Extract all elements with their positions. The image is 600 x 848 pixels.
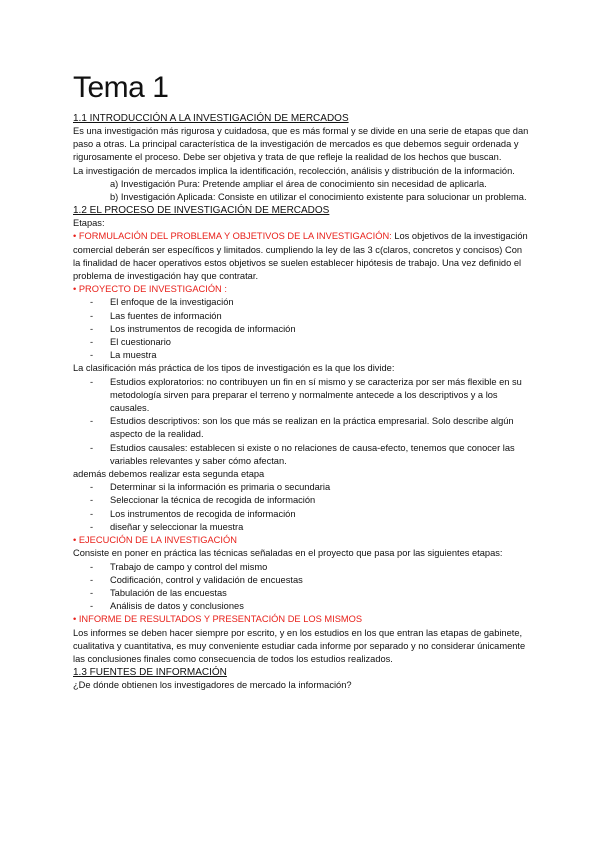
list-item-a: a) Investigación Pura: Pretende ampliar el área de conocimiento sin necesidad de aplicarla. [110, 178, 487, 189]
list-item: - Determinar si la información es primaria o secundaria [90, 482, 331, 493]
stage-3-text: Consiste en poner en práctica las técnicas señaladas en el proyecto que pasa por las siguientes etapas: [73, 548, 503, 559]
list-item: - Estudios exploratorios: no contribuyen un fin en sí mismo y se caracteriza por ser más flexible en su metodología sirven para preparar el terreno y normalmente antecede a los descriptivos y a los causales. [90, 376, 522, 414]
stage-3-list [73, 561, 531, 614]
stage-4-text: Los informes se deben hacer siempre por escrito, y en los estudios en los que entran las etapas de gabinete, cualitativa y cuantitativa, es muy conveniente estudiar cada informe por separado y no considerar únicamente las conclusiones finales como consecuencia de todos los estudios realizados. [73, 627, 526, 664]
paragraph: Es una investigación más rigurosa y cuidadosa, que es más formal y se divide en una serie de etapas que dan paso a otras. La principal característica de la investigación de mercados es que debemos seguir ordenada y rigurosamente el proceso. Debe ser objetiva y trata de que refleje la realidad de los hechos que buscan. [73, 126, 529, 163]
list-item: - El cuestionario [90, 337, 171, 348]
document-body [73, 70, 531, 692]
list-item: - Tabulación de las encuestas [90, 587, 227, 598]
stage-1-title: • FORMULACIÓN DEL PROBLEMA Y OBJETIVOS DE LA INVESTIGACIÓN: [73, 231, 392, 242]
etapas-label: Etapas: [73, 218, 105, 229]
list-item: - Los instrumentos de recogida de información [90, 323, 296, 334]
stage-1-text: Los objetivos de la investigación comercial deberán ser específicos y limitados. cumpliendo la ley de las 3 c(claros, concretos y concisos) Con la finalidad de hacer operativos estos objetivos se suelen establecer hipótesis de trabajo. Una vez definido el problema de investigación hay que contratar. [73, 231, 528, 282]
classification-intro: La clasificación más práctica de los tipos de investigación es la que los divide: [73, 363, 395, 374]
list-item: - Seleccionar la técnica de recogida de información [90, 495, 316, 506]
question-text: ¿De dónde obtienen los investigadores de mercado la información? [73, 680, 352, 691]
stage-4-title: • INFORME DE RESULTADOS Y PRESENTACIÓN DE LOS MISMOS [73, 614, 363, 625]
section-heading-1-3: 1.3 FUENTES DE INFORMACIÓN [73, 667, 227, 679]
stage-3-title: • EJECUCIÓN DE LA INVESTIGACIÓN [73, 535, 237, 546]
list-item: - Estudios descriptivos: son los que más se realizan en la práctica empresarial. Solo describe algún aspecto de la realidad. [90, 416, 514, 440]
list-item: - Estudios causales: establecen si existe o no relaciones de causa-efecto, tenemos que conocer las variables relevantes y saber cómo afectan. [90, 442, 515, 466]
list-item: - Codificación, control y validación de encuestas [90, 574, 303, 585]
list-item-b: b) Investigación Aplicada: Consiste en utilizar el conocimiento existente para solucionar un problema. [110, 192, 527, 203]
page-title: Tema 1 [73, 71, 169, 104]
classification-list [73, 376, 531, 468]
list-item: - diseñar y seleccionar la muestra [90, 521, 244, 532]
list-item: - Análisis de datos y conclusiones [90, 601, 244, 612]
stage-2-title: • PROYECTO DE INVESTIGACIÓN : [73, 284, 227, 295]
section-heading-1-1: 1.1 INTRODUCCIÓN A LA INVESTIGACIÓN DE MERCADOS [73, 113, 349, 124]
list-item: - Los instrumentos de recogida de información [90, 508, 296, 519]
second-stage-list [73, 481, 531, 534]
list-item: - El enfoque de la investigación [90, 297, 234, 308]
section-heading-1-2: 1.2 EL PROCESO DE INVESTIGACIÓN DE MERCADOS [73, 205, 330, 217]
stage-1 [73, 230, 531, 283]
second-stage-intro: además debemos realizar esta segunda etapa [73, 469, 265, 480]
stage-2-list [73, 296, 531, 362]
list-item: - Trabajo de campo y control del mismo [90, 561, 268, 572]
paragraph: La investigación de mercados implica la identificación, recolección, análisis y distribución de la información. [73, 165, 515, 176]
list-item: - Las fuentes de información [90, 310, 222, 321]
list-item: - La muestra [90, 350, 157, 361]
